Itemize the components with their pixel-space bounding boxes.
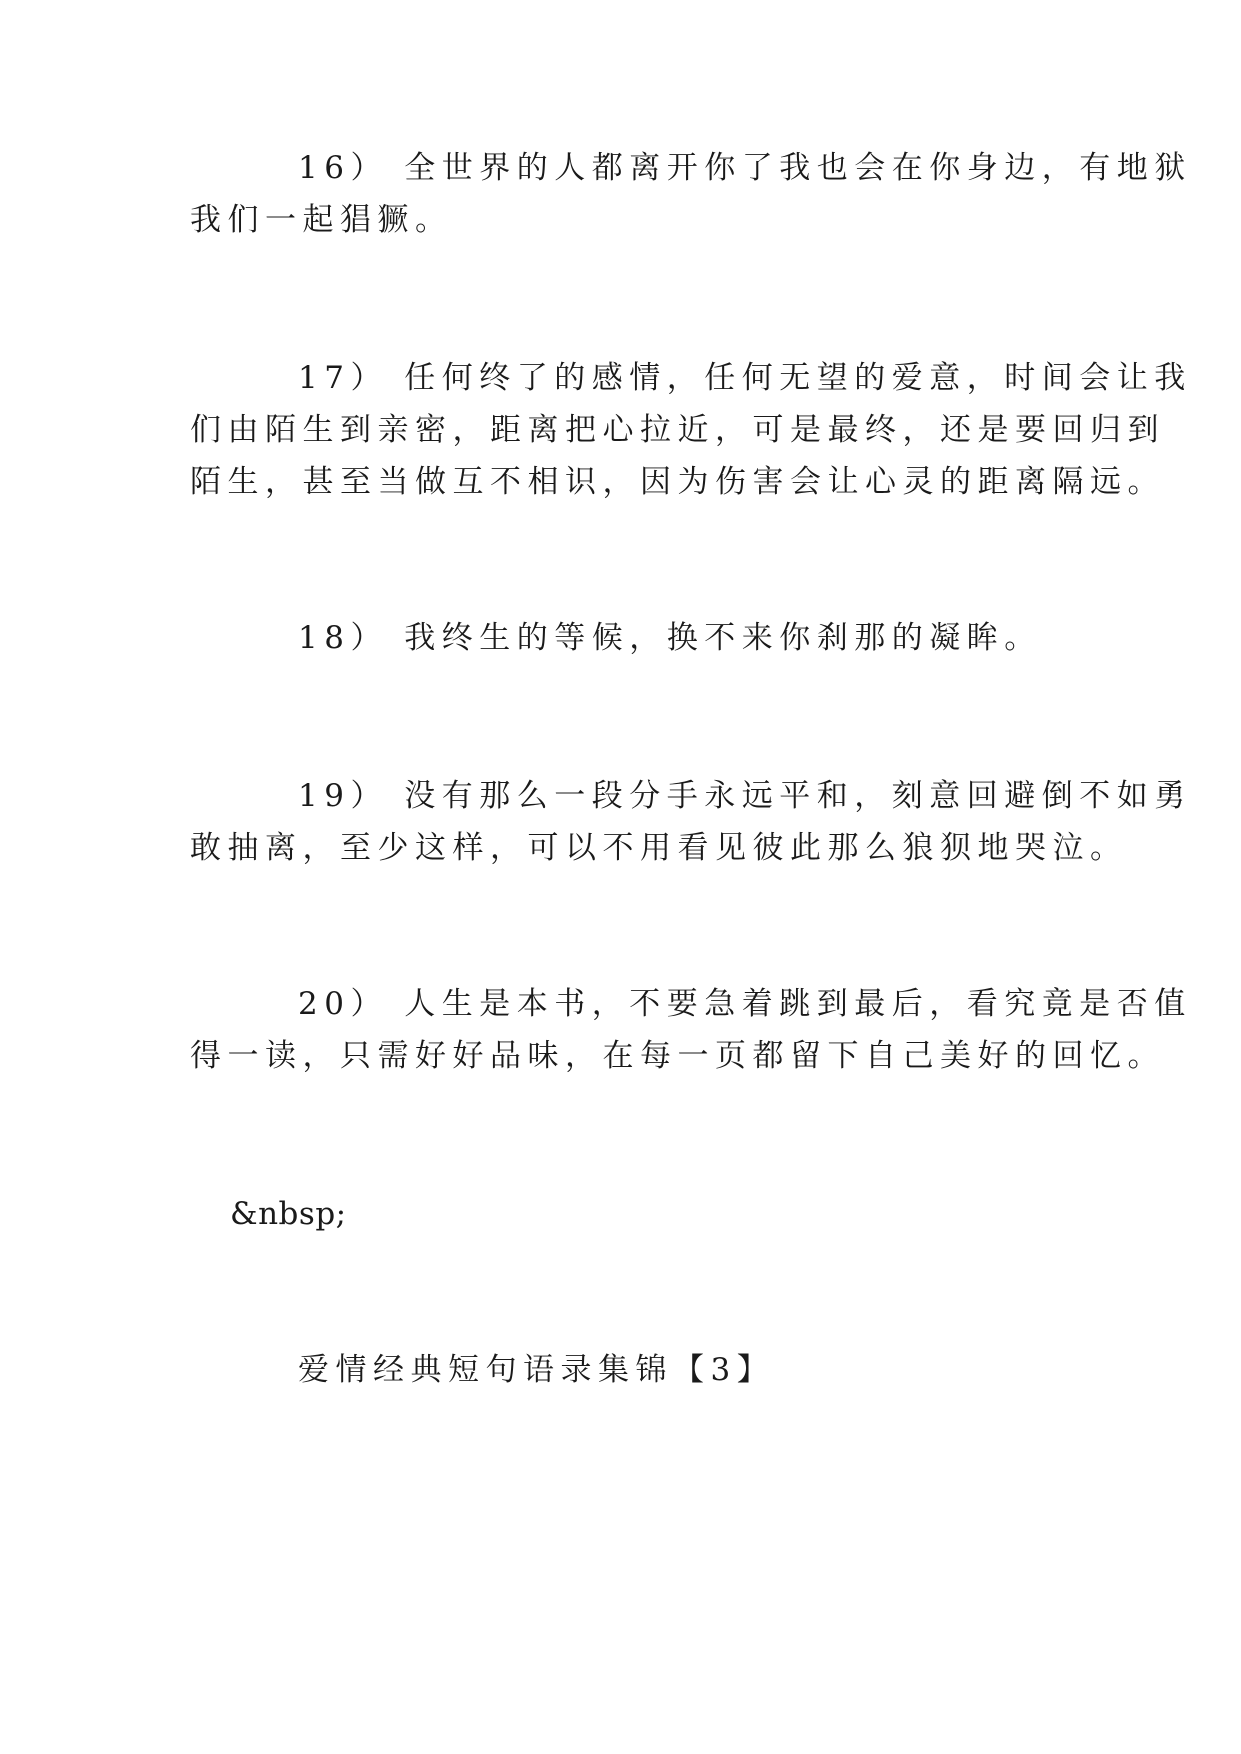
entry-16-line-1: 16） 全世界的人都离开你了我也会在你身边，有地狱 <box>298 150 1192 186</box>
entry-20-line-1: 20） 人生是本书，不要急着跳到最后，看究竟是否值 <box>298 986 1192 1022</box>
entry-18-line-1: 18） 我终生的等候，换不来你刹那的凝眸。 <box>298 620 1042 656</box>
entry-20-line-2: 得一读，只需好好品味，在每一页都留下自己美好的回忆。 <box>190 1038 1165 1074</box>
section-heading: 爱情经典短句语录集锦【3】 <box>298 1352 775 1388</box>
entry-16-line-2: 我们一起猖獗。 <box>190 202 453 238</box>
entry-17-line-1: 17） 任何终了的感情，任何无望的爱意，时间会让我 <box>298 360 1192 396</box>
entry-19-line-1: 19） 没有那么一段分手永远平和，刻意回避倒不如勇 <box>298 778 1192 814</box>
entry-17-line-2: 们由陌生到亲密，距离把心拉近，可是最终，还是要回归到 <box>190 412 1165 448</box>
entry-19-line-2: 敢抽离，至少这样，可以不用看见彼此那么狼狈地哭泣。 <box>190 830 1128 866</box>
entry-17-line-3: 陌生，甚至当做互不相识，因为伤害会让心灵的距离隔远。 <box>190 464 1165 500</box>
nbsp-artifact-text: &nbsp; <box>230 1196 347 1232</box>
